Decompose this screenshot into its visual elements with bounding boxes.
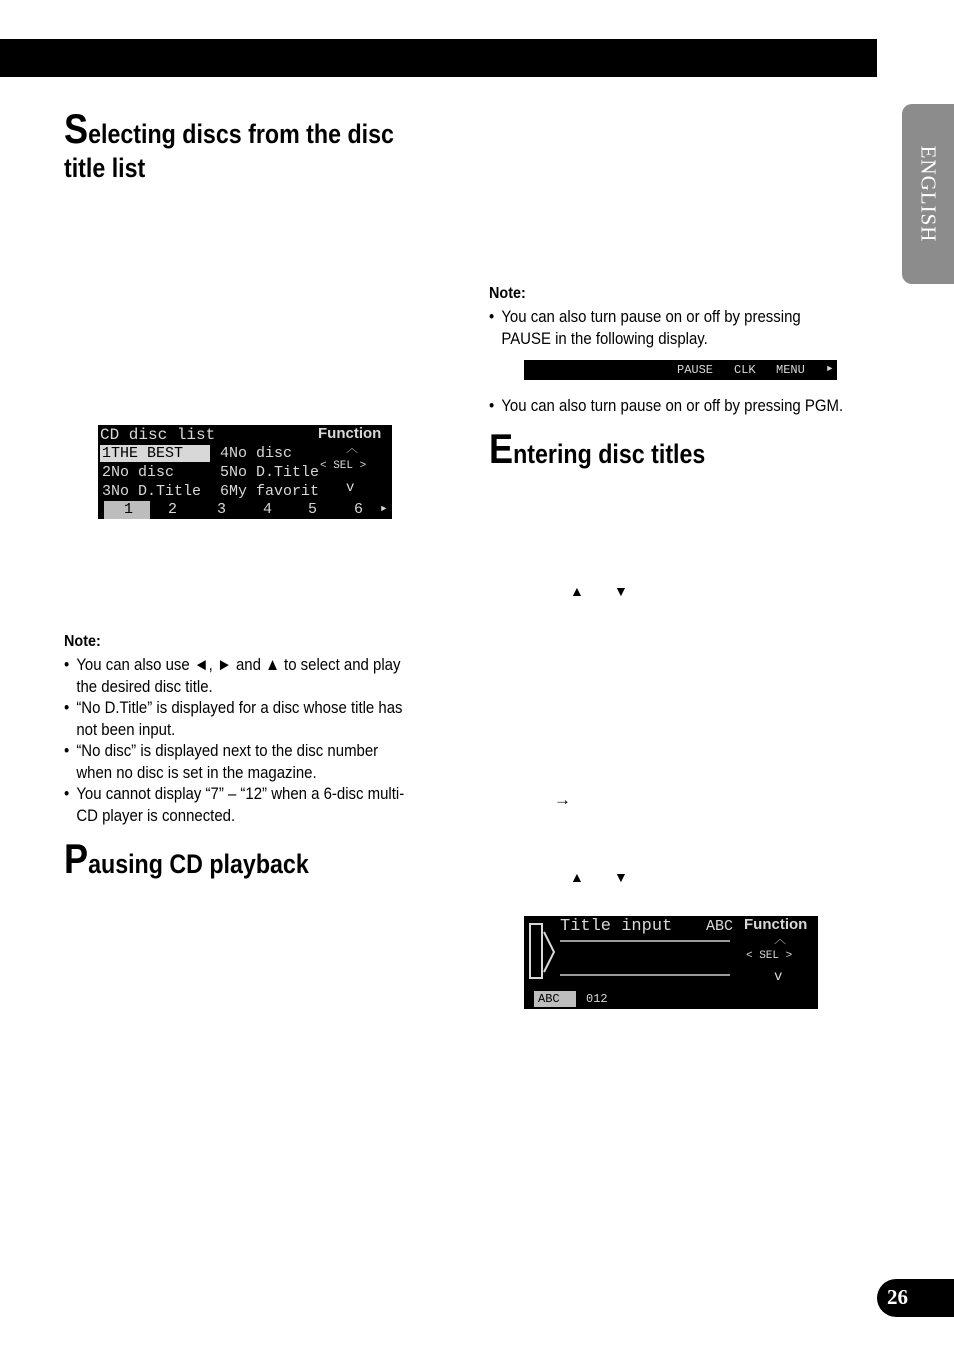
- up-arrow-icon: ▲: [570, 583, 584, 599]
- disc-entry-1: 1THE BEST: [102, 445, 184, 462]
- char-set-abc: ABC: [538, 992, 560, 1006]
- input-mode-label: ABC: [706, 918, 734, 935]
- note-list-2b: [489, 395, 909, 417]
- note-item: • “No D.Title” is displayed for a disc whose title has not been input.: [64, 697, 407, 740]
- disc-number-4: 4: [263, 501, 273, 518]
- note-label-2: Note:: [489, 285, 526, 302]
- note-item: • You can also use ◄, ► and ▲ to select and play the desired disc title.: [64, 654, 407, 697]
- right-arrow-icon: →: [554, 790, 571, 809]
- disc-entry-4: 4No disc: [220, 445, 293, 462]
- title-input-line: [560, 940, 730, 942]
- sel-control: < SEL >: [746, 950, 793, 962]
- language-tab-label: ENGLISH: [916, 145, 941, 243]
- language-tab: [902, 104, 954, 284]
- disc-entry-3: 3No D.Title: [102, 483, 202, 500]
- pause-label: PAUSE: [677, 363, 714, 377]
- disc-entry-2: 2No disc: [102, 464, 175, 481]
- disc-number-5: 5: [308, 501, 318, 518]
- scroll-right-icon: ►: [827, 364, 833, 374]
- disc-number-6: 6: [354, 501, 364, 518]
- chevron-down-icon: v: [346, 480, 355, 496]
- disc-entry-5: 5No D.Title: [220, 464, 320, 481]
- scroll-right-icon: ►: [381, 504, 387, 514]
- up-arrow-icon: ▲: [570, 869, 584, 885]
- clock-label: CLK: [734, 363, 756, 377]
- note-item: • “No disc” is displayed next to the disc number when no disc is set in the magazine.: [64, 740, 407, 783]
- note-list: [64, 654, 454, 826]
- note-label: Note:: [64, 633, 101, 650]
- section-heading-selecting-discs: [64, 105, 394, 185]
- heading-text: ntering disc titles: [513, 439, 706, 469]
- sel-label: SEL: [333, 460, 354, 472]
- disc-graphic-icon: [528, 922, 556, 980]
- down-arrow-icon: ▼: [614, 869, 628, 885]
- heading-initial: P: [64, 835, 89, 882]
- heading-initial: E: [489, 425, 514, 472]
- pause-function-display: [524, 360, 837, 380]
- heading-text-line2: title list: [64, 153, 146, 183]
- sel-label: SEL: [759, 950, 780, 962]
- section-heading-pausing: [64, 835, 309, 882]
- disc-number-1: 1: [124, 501, 134, 518]
- down-arrow-icon: ▼: [614, 583, 628, 599]
- sel-control: < SEL >: [320, 460, 367, 472]
- note-item: • You cannot display “7” – “12” when a 6-disc multi- CD player is connected.: [64, 783, 407, 826]
- header-bar: [0, 39, 877, 77]
- title-input-line: [560, 974, 730, 976]
- chevron-up-icon: ︿: [346, 442, 359, 456]
- disc-number-3: 3: [217, 501, 227, 518]
- cd-disc-list-display: [98, 425, 392, 519]
- note-item: • You can also turn pause on or off by pressing PAUSE in the following display.: [489, 306, 841, 349]
- page-number: 26: [877, 1279, 954, 1317]
- disc-entry-6: 6My favorit: [220, 483, 320, 500]
- chevron-down-icon: v: [774, 969, 783, 985]
- note-list-2: [489, 306, 889, 349]
- title-input-display: [524, 916, 818, 1009]
- heading-text: ausing CD playback: [88, 849, 309, 879]
- disc-number-2: 2: [168, 501, 178, 518]
- note-item: • You can also turn pause on or off by pressing PGM.: [489, 395, 859, 417]
- display-header: Title input: [560, 917, 673, 936]
- chevron-up-icon: ︿: [774, 933, 787, 947]
- menu-label: MENU: [776, 363, 805, 377]
- heading-initial: S: [64, 105, 89, 152]
- display-function-label: Function: [744, 916, 808, 933]
- display-header: CD disc list: [100, 426, 216, 444]
- heading-text: electing discs from the disc: [88, 119, 394, 149]
- char-set-numbers: 012: [586, 992, 608, 1006]
- section-heading-entering-titles: [489, 425, 706, 472]
- display-function-label: Function: [318, 425, 382, 442]
